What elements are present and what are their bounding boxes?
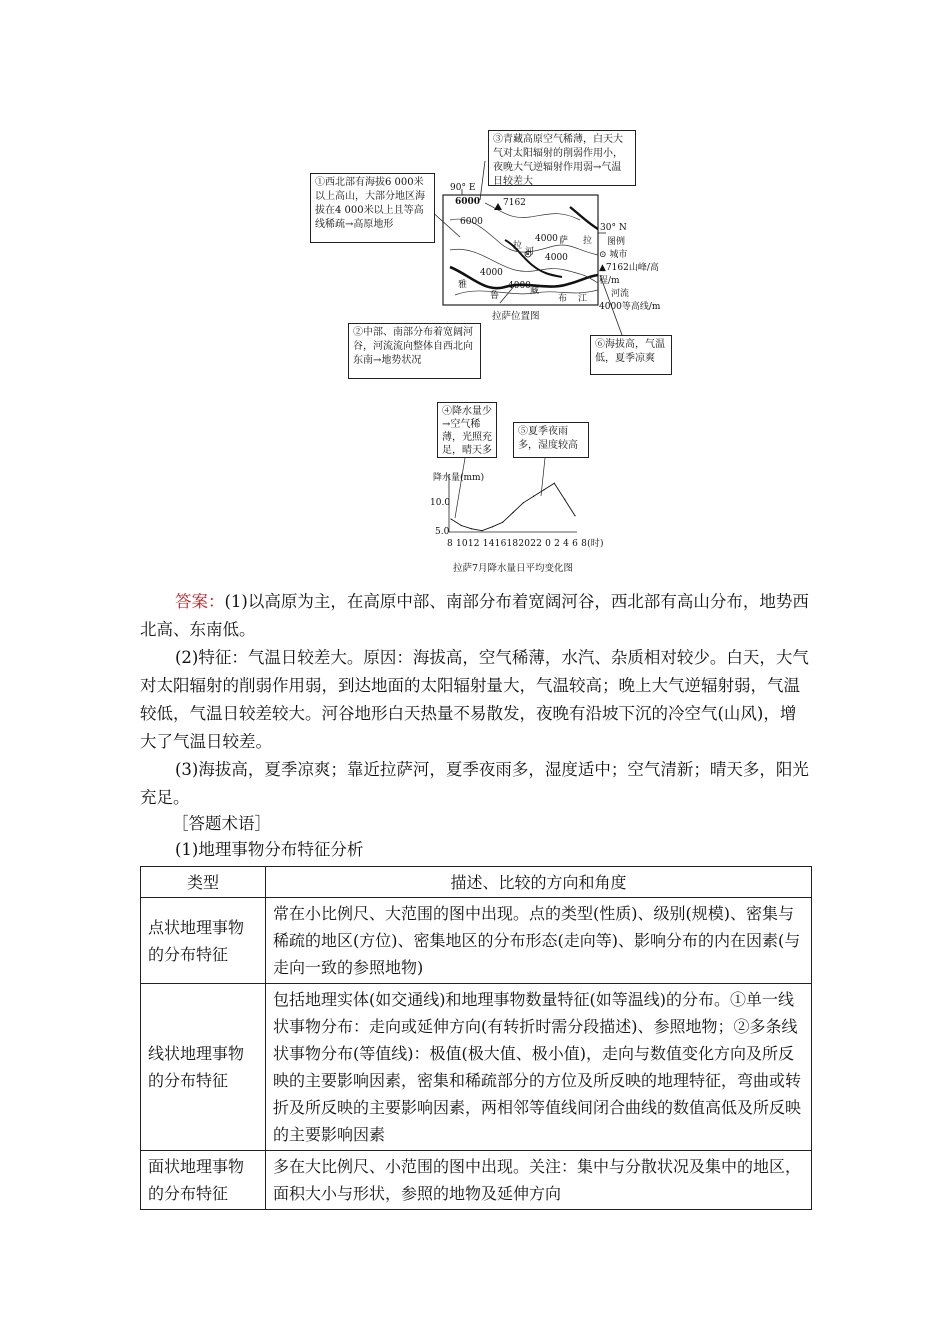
precip-point xyxy=(564,499,565,500)
precip-point xyxy=(502,522,503,523)
x-tick-label: 14 xyxy=(482,539,495,549)
place-label: 布 xyxy=(558,294,568,304)
table-cell-desc: 包括地理实体(如交通线)和地理事物数量特征(如等温线)的分布。①单一线状事物分布：走向或延伸方向(有转折时需分段描述)、参照地物；②多条线状事物分布(等值线)：极值(极大值、极小值)，走向与数值变化方向及所反映的主要影响因素，密集和稀疏部分的方位及所反映的地理特征，弯曲或转折及所反映的主要影响因素，两相邻等值线间闭合曲线的数值高低及所反映的主要影响因素 xyxy=(266,984,812,1151)
distribution-table xyxy=(140,866,812,1210)
x-tick-label: 20 xyxy=(518,539,531,549)
x-tick-label: 18 xyxy=(506,539,519,549)
x-axis-unit: (时) xyxy=(587,539,604,549)
terms-heading: ［答题术语］ xyxy=(172,814,271,833)
precip-figure xyxy=(425,400,605,580)
x-tick-label: 8 xyxy=(581,539,588,549)
table-row xyxy=(141,898,812,984)
precip-caption: 拉萨7月降水量日平均变化图 xyxy=(453,563,574,574)
elevation-label: 6000 xyxy=(455,197,481,207)
table-cell-desc: 多在大比例尺、小范围的图中出现。关注：集中与分散状况及集中的地区，面积大小与形状，参照的地物及延伸方向 xyxy=(266,1151,812,1210)
x-tick-label: 22 xyxy=(530,539,543,549)
precip-point xyxy=(471,528,472,529)
precip-point xyxy=(543,489,544,490)
y-tick-label: 10.0 xyxy=(430,498,451,508)
peak-label: 7162 xyxy=(503,198,526,208)
leader-line-4 xyxy=(455,458,465,518)
x-tick-label: 4 xyxy=(563,539,570,549)
table-row xyxy=(141,1151,812,1210)
table-cell-desc: 常在小比例尺、大范围的图中出现。点的类型(性质)、级别(规模)、密集与稀疏的地区(方位)、密集地区的分布形态(走向等)、影响分布的内在因素(与走向一致的参照地物) xyxy=(266,898,812,984)
table-row xyxy=(141,984,812,1151)
place-label: 江 xyxy=(578,294,588,304)
legend-contour: 4000等高线/m xyxy=(599,302,661,312)
callout-3: ③青藏高原空气稀薄，白天大气对太阳辐射的削弱作用小，夜晚大气逆辐射作用弱→气温日较差大 xyxy=(488,130,636,186)
answer-text-1: (1)以高原为主，在高原中部、南部分布着宽阔河谷，西北部有高山分布，地势西北高、东南低。 xyxy=(140,592,809,639)
place-label: 雅 xyxy=(458,280,468,290)
elevation-label: 4000 xyxy=(480,268,503,278)
table-header-cell: 描述、比较的方向和角度 xyxy=(266,867,812,898)
precip-series-line xyxy=(451,483,575,530)
terms-subheading: (1)地理事物分布特征分析 xyxy=(175,840,364,859)
callout-5: ⑤夏季夜雨多，湿度较高 xyxy=(513,422,589,458)
map-caption: 拉萨位置图 xyxy=(492,311,540,322)
y-tick-label: 5.0 xyxy=(435,527,450,537)
legend-peak: ▲7162山峰/高程/m xyxy=(599,263,659,286)
x-tick-label: 16 xyxy=(494,539,507,549)
legend-river: 河流 xyxy=(611,289,630,299)
callout-4: ④降水量少→空气稀薄，光照充足，晴天多 xyxy=(437,402,497,458)
lat-label: 30° N xyxy=(600,223,627,233)
x-tick-label: 12 xyxy=(467,539,480,549)
answer-label: 答案： xyxy=(175,592,225,611)
map-figure xyxy=(300,125,680,385)
x-tick-label: 0 xyxy=(545,539,552,549)
place-label: 鲁 xyxy=(490,291,500,301)
precip-point xyxy=(450,518,451,519)
callout-1: ①西北部有海拔6 000米以上高山，大部分地区海拔在4 000米以上且等高线稀疏→高原地形 xyxy=(310,173,435,243)
precip-point xyxy=(481,530,482,531)
elevation-label: 6000 xyxy=(460,217,483,227)
place-label: 拉 xyxy=(513,241,523,251)
x-tick-label: 2 xyxy=(554,539,561,549)
map-legend xyxy=(599,236,679,314)
answer-paragraph-3: (3)海拔高，夏季凉爽；靠近拉萨河，夏季夜雨多，湿度适中；空气清新；晴天多，阳光充足。 xyxy=(140,760,809,807)
x-tick-label: 6 xyxy=(572,539,579,549)
table-cell-type: 线状地理事物的分布特征 xyxy=(141,984,266,1151)
precip-point xyxy=(461,525,462,526)
callout-6: ⑥海拔高，气温低，夏季凉爽 xyxy=(590,335,672,375)
x-tick-label: 8 xyxy=(447,539,453,549)
precip-point xyxy=(523,502,524,503)
elevation-label: 4000 xyxy=(508,281,531,291)
place-label: 藏 xyxy=(530,286,540,296)
elevation-label: 4000 xyxy=(535,234,558,244)
city-icon: ⊙ xyxy=(599,250,607,260)
precip-point xyxy=(512,512,513,513)
precip-point xyxy=(574,515,575,516)
precip-point xyxy=(492,526,493,527)
legend-title: 图例 xyxy=(607,237,626,247)
leader-line-3 xyxy=(480,161,485,200)
precip-chart-svg xyxy=(425,400,605,580)
precip-point xyxy=(554,483,555,484)
precip-point xyxy=(533,496,534,497)
answer-paragraph-1 xyxy=(140,588,812,644)
legend-city: ⊙ 城市 xyxy=(599,250,628,260)
callout-2: ②中部、南部分布着宽阔河谷，河流流向整体自西北向东南→地势状况 xyxy=(348,323,481,379)
x-tick-label: 10 xyxy=(456,539,468,549)
table-header-cell: 类型 xyxy=(141,867,266,898)
answer-paragraph-2: (2)特征：气温日较差大。原因：海拔高，空气稀薄，水汽、杂质相对较少。白天，大气对太阳辐射的削弱作用弱，到达地面的太阳辐射量大，气温较高；晚上大气逆辐射弱，气温较低，气温日较差较大。河谷地形白天热量不易散发，夜晚有沿坡下沉的冷空气(山风)，增大了气温日较差。 xyxy=(140,648,809,751)
peak-icon: ▲ xyxy=(599,263,606,273)
table-header-row xyxy=(141,867,812,898)
table-cell-type: 面状地理事物的分布特征 xyxy=(141,1151,266,1210)
place-label: 拉 xyxy=(583,236,593,246)
lon-label: 90° E xyxy=(450,183,476,193)
elevation-label: 4000 xyxy=(545,253,568,263)
place-label: 萨 xyxy=(559,236,569,246)
y-axis-label: 降水量(mm) xyxy=(433,473,485,483)
table-cell-type: 点状地理事物的分布特征 xyxy=(141,898,266,984)
x-tick-labels xyxy=(447,536,604,549)
place-label: 河 xyxy=(525,247,535,257)
